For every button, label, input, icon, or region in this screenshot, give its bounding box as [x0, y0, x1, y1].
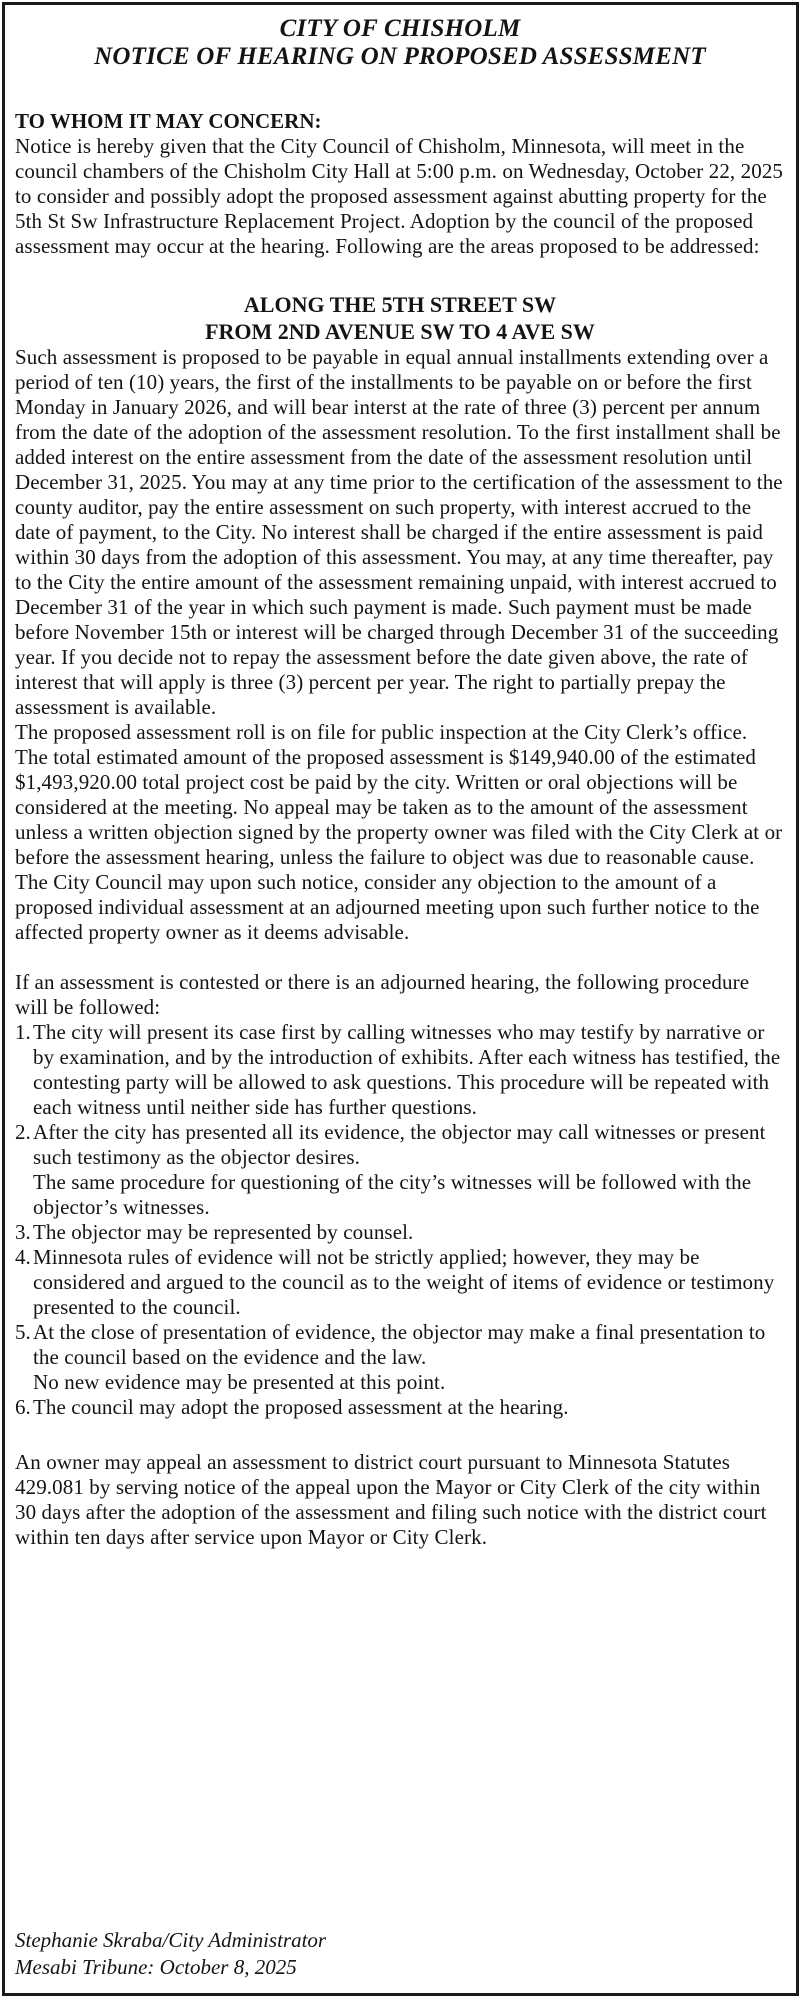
procedure-item-6-number: 6. [15, 1395, 31, 1419]
terms-paragraph: Such assessment is proposed to be payable in equal annual installments extending over a period of ten (10) years, the first of the installments to be payable on or before the first Monday in January 2026, and will bear interst at the rate of three (3) percent per annum from the date of the adoption of the assessment resolution. To the first installment shall be added interest on the entire assessment from the date of the assessment resolution until December 31, 2025. You may at any time prior to the certification of the assessment to the county auditor, pay the entire assessment on such property, with interest accrued to the date of payment, to the City. No interest shall be charged if the entire assessment is paid within 30 days from the adoption of this assessment. You may, at any time thereafter, pay to the City the entire amount of the assessment remaining unpaid, with interest accrued to December 31 of the year in which such payment is made. Such payment must be made before November 15th or interest will be charged through December 31 of the succeeding year. If you decide not to repay the assessment before the date given above, the rate of interest that will apply is three (3) percent per year. The right to partially prepay the assessment is available. [15, 345, 783, 719]
appeal-paragraph: An owner may appeal an assessment to district court pursuant to Minnesota Statutes 429.081 by serving notice of the appeal upon the Mayor or City Clerk of the city within 30 days after the adoption of the assessment and filing such notice with the district court within ten days after service upon Mayor or City Clerk. [15, 1450, 767, 1549]
notice-title-subject: NOTICE OF HEARING ON PROPOSED ASSESSMENT [94, 43, 706, 70]
procedure-item-5-continuation: No new evidence may be presented at this point. [33, 1370, 446, 1394]
salutation: TO WHOM IT MAY CONCERN: [15, 109, 322, 133]
procedure-item-1-text: The city will present its case first by calling witnesses who may testify by narrative or by examination, and by the introduction of exhibits. After each witness has testified, the contesting party will be allowed to ask questions. This procedure will be repeated with each witness until neither side has further questions. [33, 1020, 781, 1119]
notice-title-city: CITY OF CHISHOLM [279, 15, 521, 42]
procedure-item-3 [15, 1220, 785, 1245]
procedure-list [15, 1020, 785, 1420]
procedure-intro: If an assessment is contested or there is an adjourned hearing, the following procedure will be followed: [15, 970, 750, 1019]
procedure-item-3-number: 3. [15, 1220, 31, 1244]
signature-block [15, 1927, 785, 1983]
procedure-item-1-number: 1. [15, 1020, 31, 1044]
procedure-item-4 [15, 1245, 785, 1320]
publication-line: Mesabi Tribune: October 8, 2025 [15, 1955, 297, 1979]
procedure-item-3-text: The objector may be represented by counsel. [33, 1220, 414, 1244]
page-border-frame [2, 2, 799, 1996]
procedure-item-4-number: 4. [15, 1245, 31, 1269]
location-heading [15, 291, 785, 345]
procedure-item-2-text: After the city has presented all its evidence, the objector may call witnesses or present such testimony as the objector desires. [33, 1120, 766, 1169]
procedure-item-6 [15, 1395, 785, 1420]
location-heading-line1: ALONG THE 5TH STREET SW [243, 292, 557, 317]
intro-paragraph: Notice is hereby given that the City Council of Chisholm, Minnesota, will meet in the council chambers of the Chisholm City Hall at 5:00 p.m. on Wednesday, October 22, 2025 to consider and possibly adopt the proposed assessment against abutting property for the 5th St Sw Infrastructure Replacement Project. Adoption by the council of the proposed assessment may occur at the hearing. Following are the areas proposed to be addressed: [15, 134, 784, 258]
notice-header [15, 15, 785, 71]
procedure-item-2-number: 2. [15, 1120, 31, 1144]
procedure-item-5-number: 5. [15, 1320, 31, 1344]
procedure-item-5-text: At the close of presentation of evidence, the objector may make a final presentation to the council based on the evidence and the law. [33, 1320, 766, 1369]
procedure-item-2-continuation: The same procedure for questioning of the city’s witnesses will be followed with the objector’s witnesses. [33, 1170, 752, 1219]
procedure-item-6-text: The council may adopt the proposed assessment at the hearing. [33, 1395, 569, 1419]
procedure-item-5 [15, 1320, 785, 1395]
signature-line: Stephanie Skraba/City Administrator [15, 1928, 327, 1952]
procedure-item-1 [15, 1020, 785, 1120]
location-heading-line2: FROM 2ND AVENUE SW TO 4 AVE SW [205, 319, 595, 344]
procedure-item-4-text: Minnesota rules of evidence will not be strictly applied; however, they may be considered and argued to the council as to the weight of items of evidence or testimony presented to the council. [33, 1245, 775, 1319]
procedure-item-2 [15, 1120, 785, 1220]
inspection-paragraph: The proposed assessment roll is on file for public inspection at the City Clerk’s office. The total estimated amount of the proposed assessment is $149,940.00 of the estimated $1,493,920.00 total project cost be paid by the city. Written or oral objections will be considered at the meeting. No appeal may be taken as to the amount of the assessment unless a written objection signed by the property owner was filed with the City Clerk at or before the assessment hearing, unless the failure to object was due to reasonable cause. The City Council may upon such notice, consider any objection to the amount of a proposed individual assessment at an adjourned meeting upon such further notice to the affected property owner as it deems advisable. [15, 720, 783, 944]
